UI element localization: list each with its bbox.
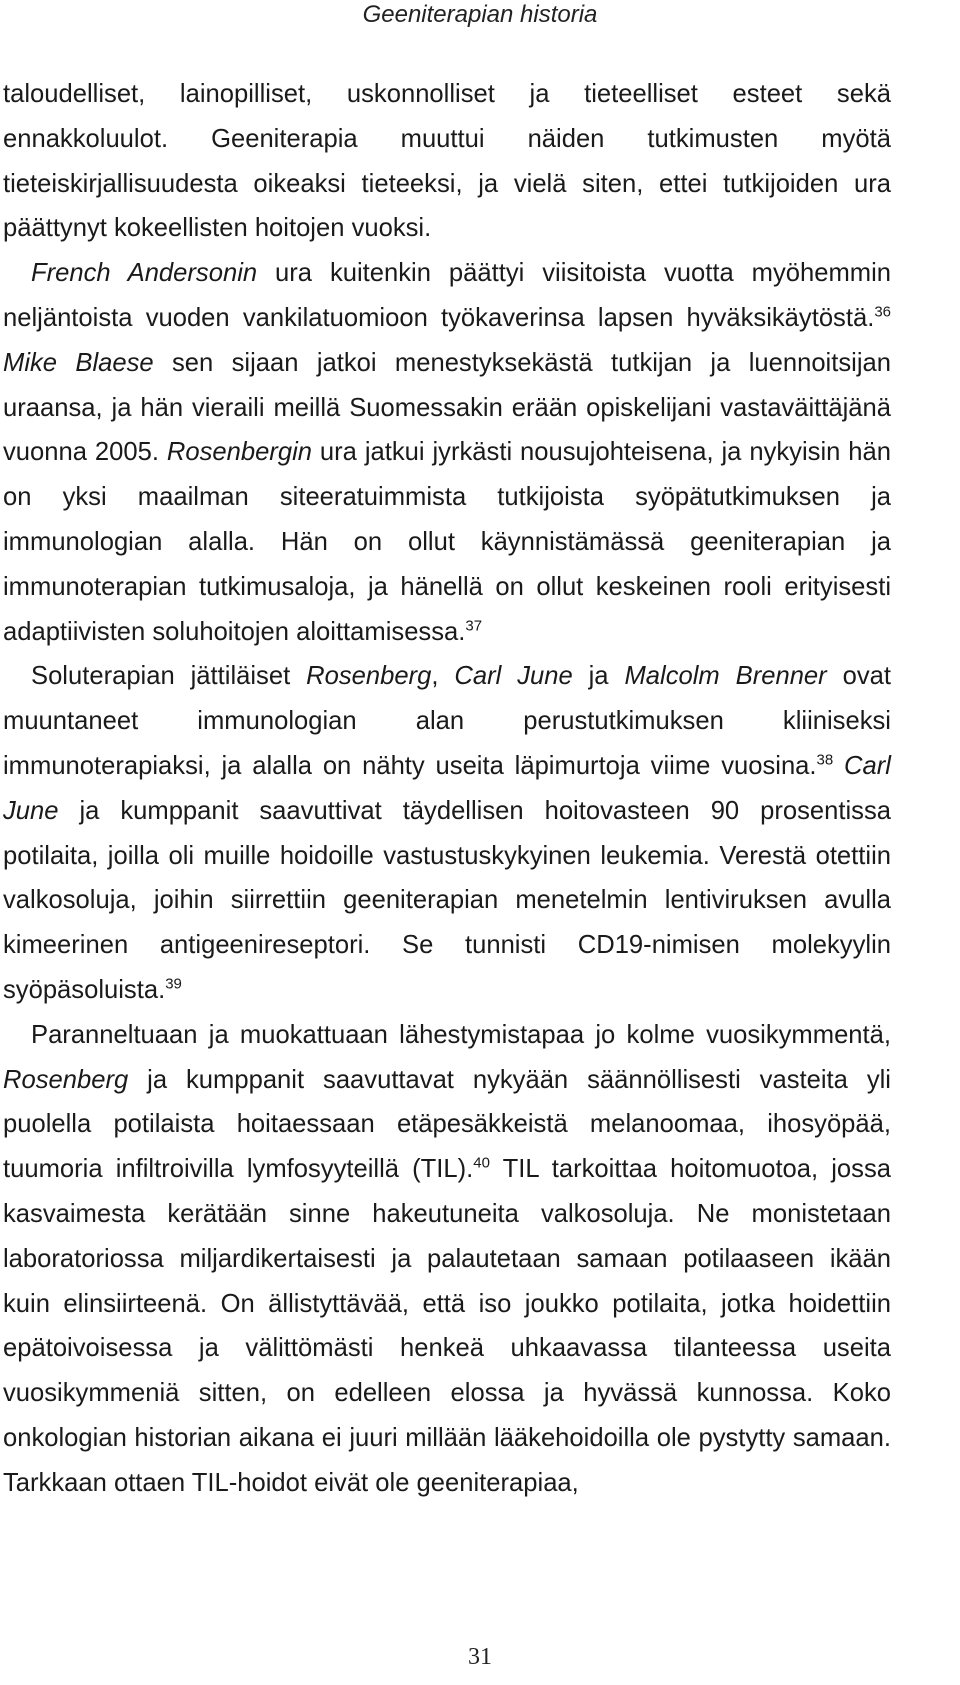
paragraph-2-text-3: sen sijaan jatkoi menestyksekästä tutkijan ja luennoitsijan uraansa, ja hän vieraili meillä Suomessakin erään opiskelijani vastaväittäjänä vuonna 2005. [3,348,891,467]
person-name-brenner: Malcolm Brenner [624,662,827,691]
person-name-rosenberg: Rosenberg [306,662,432,691]
paragraph-4 [3,1013,891,1506]
paragraph-3-text-6: ja kumppanit saavuttivat täydellisen hoitovasteen 90 prosentissa potilaita, joilla oli muille hoidoille vastustuskykyinen leukemia. Verestä otettiin valkosoluja, joihin siirrettiin geeniterapian menetelmin lentiviruksen avulla kimeerinen antigeenireseptori. Se tunnisti CD19-nimisen molekyylin syöpäsoluista. [3,796,891,1004]
person-name-june: Carl June [454,662,573,691]
page-number: 31 [468,1644,492,1670]
person-name-anderson: French Andersonin [31,259,258,288]
running-header [0,0,960,30]
paragraph-3-text-1: Soluterapian jättiläiset [31,662,307,691]
running-header-title: Geeniterapian historia [362,1,598,28]
footnote-ref-36: 36 [874,303,891,321]
footnote-ref-39: 39 [165,975,182,993]
person-name-rosenberg: Rosenbergin [166,438,312,467]
footnote-ref-40: 40 [473,1154,490,1172]
paragraph-4-text-3: TIL tarkoittaa hoitomuotoa, jossa kasvaimesta kerätään sinne hakeutuneita valkosoluja. Ne monistetaan laboratoriossa miljardikertaisesti ja palautetaan samaan potilaaseen ikään kuin elinsiirteenä. On ällistyttävää, että iso joukko potilaita, jotka hoidettiin epätoivoisessa ja välittömästi henkeä uhkaavassa tilanteessa useita vuosikymmeniä sitten, on edelleen elossa ja hyvässä kunnossa. Koko onkologian historian aikana ei juuri millään lääkehoidoilla ole pystytty samaan. Tarkkaan ottaen TIL-hoidot eivät ole geeniterapiaa, [3,1155,891,1497]
paragraph-3-text-3: ja [572,662,625,691]
footnote-ref-37: 37 [465,617,483,635]
paragraph-3-text-4: ovat muuntaneet immunologian alan perustutkimuksen kliiniseksi immunoterapiaksi, ja alalla on nähty useita läpimurtoja viime vuosina. [3,662,891,780]
paragraph-4-text-1: Paranneltuaan ja muokattuaan lähestymistapaa jo kolme vuosikymmentä, [31,1020,891,1049]
paragraph-2-text-4: ura jatkui jyrkästi nousujohteisena, ja nykyisin hän on yksi maailman siteeratuimmista tutkijoista syöpätutkimuksen ja immunologian alalla. Hän on ollut käynnistämässä geeniterapian ja immunoterapian tutkimusaloja, ja hänellä on ollut keskeinen rooli erityisesti adaptiivisten soluhoitojen aloittamisessa. [3,438,891,646]
person-name-june: Carl June [3,751,891,825]
paragraph-1 [3,72,891,251]
body-text [3,72,891,1506]
paragraph-2-text-1: ura kuitenkin päättyi viisitoista vuotta myöhemmin neljäntoista vuoden vankilatuomioon työkaverinsa lapsen hyväksikäytöstä. [3,259,891,332]
paragraph-1-text: taloudelliset, lainopilliset, uskonnolliset ja tieteelliset esteet sekä ennakkoluulot. Geeniterapia muuttui näiden tutkimusten myötä tieteiskirjallisuudesta oikeaksi tieteeksi, ja vielä siten, ettei tutkijoiden ura päättynyt kokeellisten hoitojen vuoksi. [3,80,891,243]
person-name-rosenberg: Rosenberg [3,1065,129,1094]
person-name-blaese: Mike Blaese [3,348,154,377]
paragraph-3-text-2: , [431,662,455,691]
footnote-ref-38: 38 [816,751,834,769]
paragraph-3 [3,654,891,1012]
paragraph-2 [3,251,891,654]
paragraph-4-text-2: ja kumppanit saavuttavat nykyään säännöllisesti vasteita yli puolella potilaista hoitaessaan etäpesäkkeistä melanoomaa, ihosyöpää, tuumoria infiltroivilla lymfosyyteillä (TIL). [3,1065,891,1184]
paragraph-3-text-5 [833,752,844,780]
